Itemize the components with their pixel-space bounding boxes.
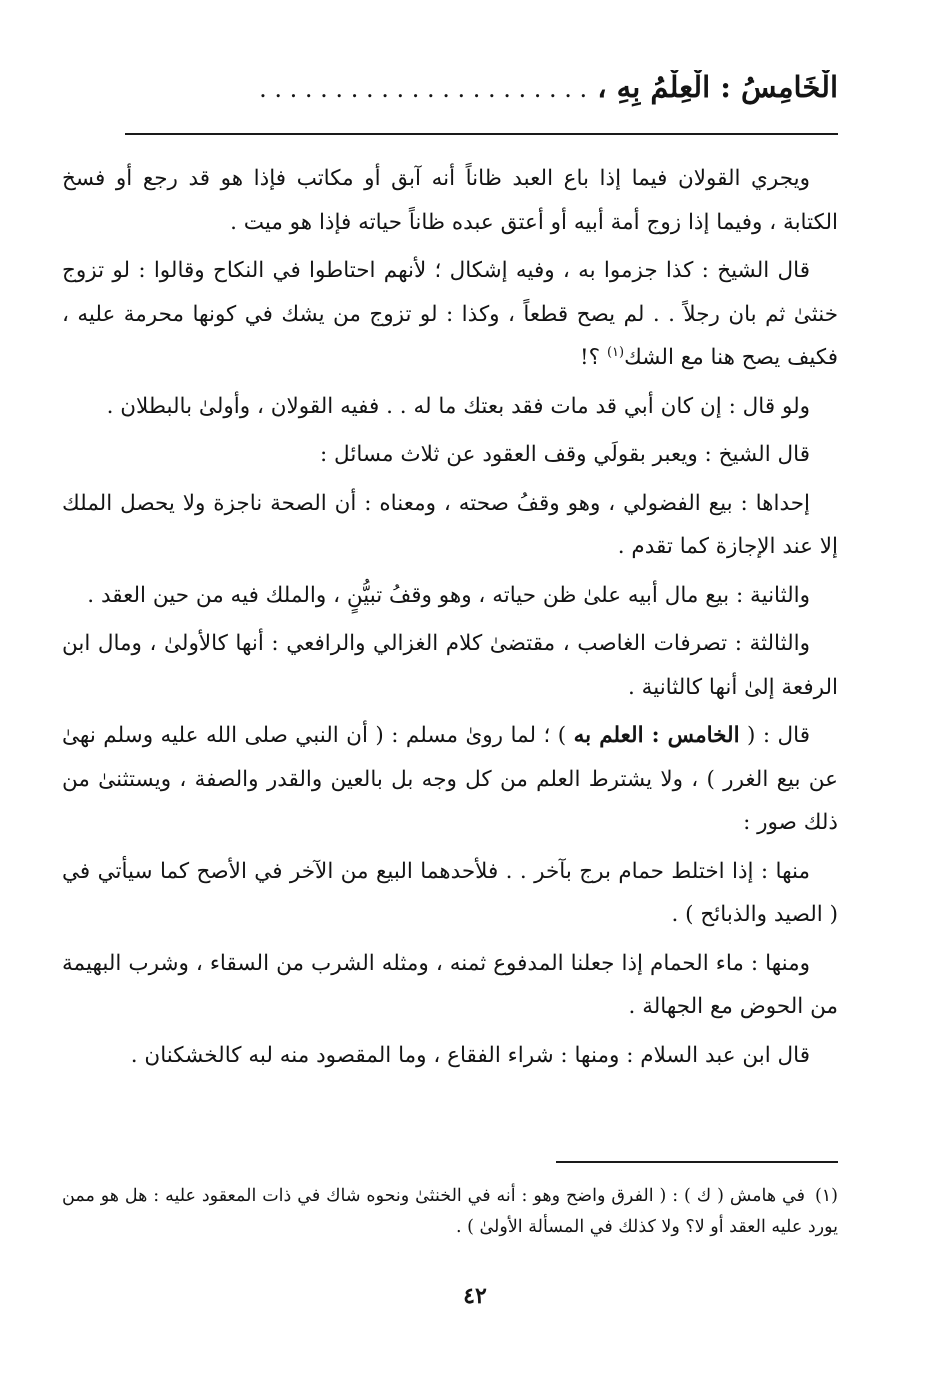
footnote-reference[interactable]: (١)	[606, 344, 625, 360]
footnote-marker: (١)	[814, 1186, 838, 1206]
paragraph-8-pre: قال : (	[747, 723, 810, 748]
footnote-divider	[556, 1161, 838, 1163]
paragraph-2-text: قال الشيخ : كذا جزموا به ، وفيه إشكال ؛ لأنهم احتاطوا في النكاح وقالوا : لو تزوج خنثىٰ ثم بان رجلاً . . لم يصح قطعاً ، وكذا : لو تزوج من يشك في كونها محرمة عليه ، فكيف يصح هنا مع الشك	[62, 258, 838, 370]
header-divider	[125, 133, 838, 135]
header-leader-dots: . . . . . . . . . . . . . . . . . . . . . .	[259, 75, 588, 103]
footnote	[62, 1181, 838, 1243]
paragraph-5: إحداها : بيع الفضولي ، وهو وقفُ صحته ، ومعناه : أن الصحة ناجزة ولا يحصل الملك إلا عند الإجازة كما تقدم .	[62, 490, 838, 559]
paragraph-8-quoted-heading: الخامس : العلم به	[573, 723, 740, 748]
paragraph-2	[62, 249, 838, 380]
paragraph-4: قال الشيخ : ويعبر بقولَي وقف العقود عن ثلاث مسائل :	[319, 442, 810, 467]
main-text	[62, 157, 838, 1077]
paragraph-8-post: ) ؛ لما روىٰ مسلم : ( أن النبي صلى الله عليه وسلم نهىٰ عن بيع الغرر ) ، ولا يشترط العلم من كل وجه بل بالعين والقدر والصفة ، ويستثنىٰ من ذلك صور :	[62, 723, 838, 835]
paragraph-7: والثالثة : تصرفات الغاصب ، مقتضىٰ كلام الغزالي والرافعي : أنها كالأولىٰ ، ومال ابن الرفعة إلىٰ أنها كالثانية .	[62, 631, 838, 700]
paragraph-11: قال ابن عبد السلام : ومنها : شراء الفقاع ، وما المقصود منه لبه كالخشكنان .	[130, 1042, 810, 1068]
running-header	[92, 70, 838, 120]
header-title: الْخَامِسُ : الْعِلْمُ بِهِ ،	[597, 70, 838, 104]
paragraph-10: ومنها : ماء الحمام إذا جعلنا المدفوع ثمنه ، ومثله الشرب من السقاء ، وشرب البهيمة من الحوض مع الجهالة .	[62, 950, 838, 1019]
paragraph-9: منها : إذا اختلط حمام برج بآخر . . فلأحدهما البيع من الآخر في الأصح كما سيأتي في ( الصيد والذبائح ) .	[62, 858, 838, 927]
paragraph-3: ولو قال : إن كان أبي قد مات فقد بعتك ما له . . ففيه القولان ، وأولىٰ بالبطلان .	[106, 393, 810, 419]
paragraph-6: والثانية : بيع مال أبيه علىٰ ظن حياته ، وهو وقفُ تبيُّنٍ ، والملك فيه من حين العقد .	[87, 582, 810, 608]
page-number: ٤٢	[463, 1283, 487, 1309]
paragraph-2-end: ؟!	[580, 345, 601, 370]
paragraph-8	[62, 714, 838, 845]
footnote-text: في هامش ( ك ) : ( الفرق واضح وهو : أنه في الخنثىٰ ونحوه شاك في ذات المعقود عليه : هل هو ممن يورد عليه العقد أو لا؟ ولا كذلك في المسألة الأولىٰ ) .	[62, 1186, 838, 1237]
paragraph-1: ويجري القولان فيما إذا باع العبد ظاناً أنه آبق أو مكاتب فإذا هو قد رجع أو فسخ الكتابة ، وفيما إذا زوج أمة أبيه أو أعتق عبده ظاناً حياته فإذا هو ميت .	[62, 166, 838, 235]
